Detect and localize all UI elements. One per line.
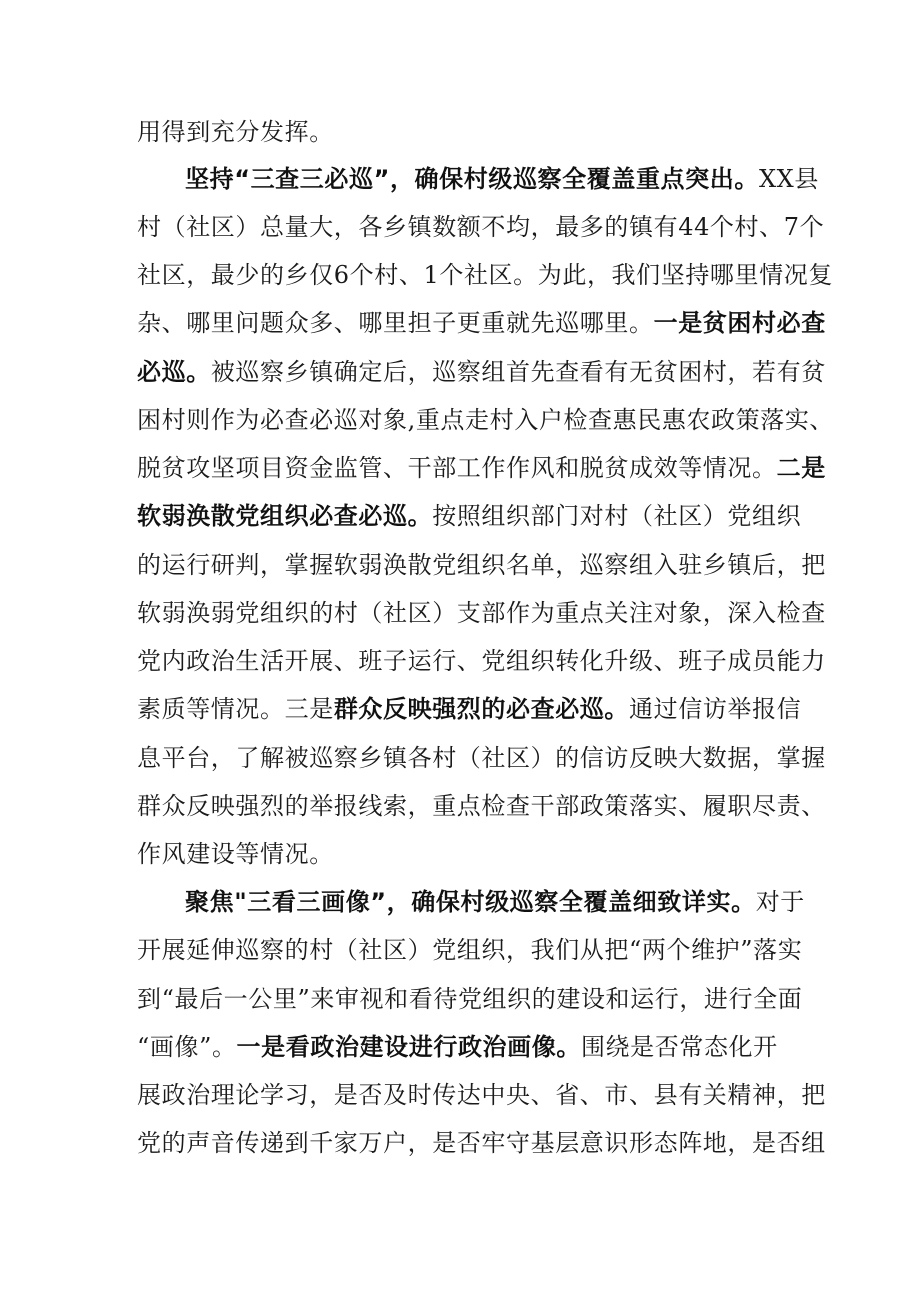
text-run: 作风建设等情况。 <box>137 840 334 868</box>
text-run: 被巡察乡镇确定后，巡察组首先查看有无贫困村，若有贫 <box>210 358 826 386</box>
text-run: 村（社区）总量大，各乡镇数额不均，最多的镇有44个村、7个 <box>137 213 825 241</box>
bold-run: 群众反映强烈的必查必巡。 <box>333 695 630 723</box>
text-run: 的运行研判，掌握软弱涣散党组织名单，巡察组入驻乡镇后，把 <box>137 551 826 579</box>
text-line-14 <box>137 743 826 773</box>
paragraph-heading: 聚焦"三看三画像”，确保村级巡察全覆盖细致详实。 <box>185 888 756 916</box>
text-run: 群众反映强烈的举报线索，重点检查干部政策落实、履职尽责、 <box>137 792 826 820</box>
text-run: 社区，最少的乡仅6个村、1个社区。为此，我们坚持哪里情况复 <box>137 261 833 289</box>
text-run: 对于 <box>755 888 805 916</box>
text-run: 按照组织部门对村（社区）党组织 <box>432 502 802 530</box>
text-line-16 <box>137 839 777 869</box>
text-line-6 <box>137 357 826 387</box>
text-line-1 <box>137 117 777 147</box>
text-line-18 <box>137 935 803 965</box>
text-line-8 <box>137 453 826 483</box>
text-line-4 <box>137 260 833 290</box>
text-line-3 <box>137 212 825 242</box>
bold-run: 必巡。 <box>137 358 211 386</box>
text-line-9 <box>137 501 802 531</box>
bold-run: 二是 <box>776 454 826 482</box>
text-line-19 <box>137 984 803 1014</box>
text-run: 软弱涣弱党组织的村（社区）支部作为重点关注对象，深入检查 <box>137 599 826 627</box>
text-line-5 <box>137 308 826 338</box>
text-run: 杂、哪里问题众多、哪里担子更重就先巡哪里。 <box>137 309 654 337</box>
text-run: 素质等情况。三是 <box>137 695 334 723</box>
text-run: “画像”。 <box>137 1033 237 1061</box>
bold-run: 软弱涣散党组织必查必巡。 <box>137 502 433 530</box>
text-line-15 <box>137 791 826 821</box>
text-line-17 <box>185 887 805 917</box>
text-line-21 <box>137 1080 826 1110</box>
text-run: 党内政治生活开展、班子运行、党组织转化升级、班子成员能力 <box>137 647 826 675</box>
text-line-2 <box>185 164 819 194</box>
text-run: 党的声音传递到千家万户，是否牢守基层意识形态阵地，是否组 <box>137 1129 826 1157</box>
text-run: 围绕是否常态化开 <box>580 1033 778 1061</box>
text-run: 开展延伸巡察的村（社区）党组织，我们从把“两个维护”落实 <box>137 936 803 964</box>
paragraph-heading: 坚持“三查三必巡”，确保村级巡察全覆盖重点突出。 <box>185 165 759 193</box>
text-line-7 <box>137 405 835 435</box>
text-run: 到“最后一公里”来审视和看待党组织的建设和运行，进行全面 <box>137 985 803 1013</box>
text-run: 息平台，了解被巡察乡镇各村（社区）的信访反映大数据，掌握 <box>137 744 826 772</box>
text-run: 脱贫攻坚项目资金监管、干部工作作风和脱贫成效等情况。 <box>137 454 777 482</box>
text-line-22 <box>137 1128 826 1158</box>
text-line-10 <box>137 550 826 580</box>
text-run: 困村则作为必查必巡对象,重点走村入户检查惠民惠农政策落实、 <box>137 406 835 434</box>
text-line-20 <box>137 1032 777 1062</box>
text-line-12 <box>137 646 826 676</box>
bold-run: 一是看政治建设进行政治画像。 <box>236 1033 581 1061</box>
text-run: XX县 <box>758 165 819 193</box>
text-run: 展政治理论学习，是否及时传达中央、省、市、县有关精神，把 <box>137 1081 826 1109</box>
text-run: 通过信访举报信 <box>629 695 802 723</box>
text-run: 用得到充分发挥。 <box>137 118 334 146</box>
text-line-13 <box>137 694 802 724</box>
text-line-11 <box>137 598 826 628</box>
bold-run: 一是贫困村必查 <box>653 309 826 337</box>
